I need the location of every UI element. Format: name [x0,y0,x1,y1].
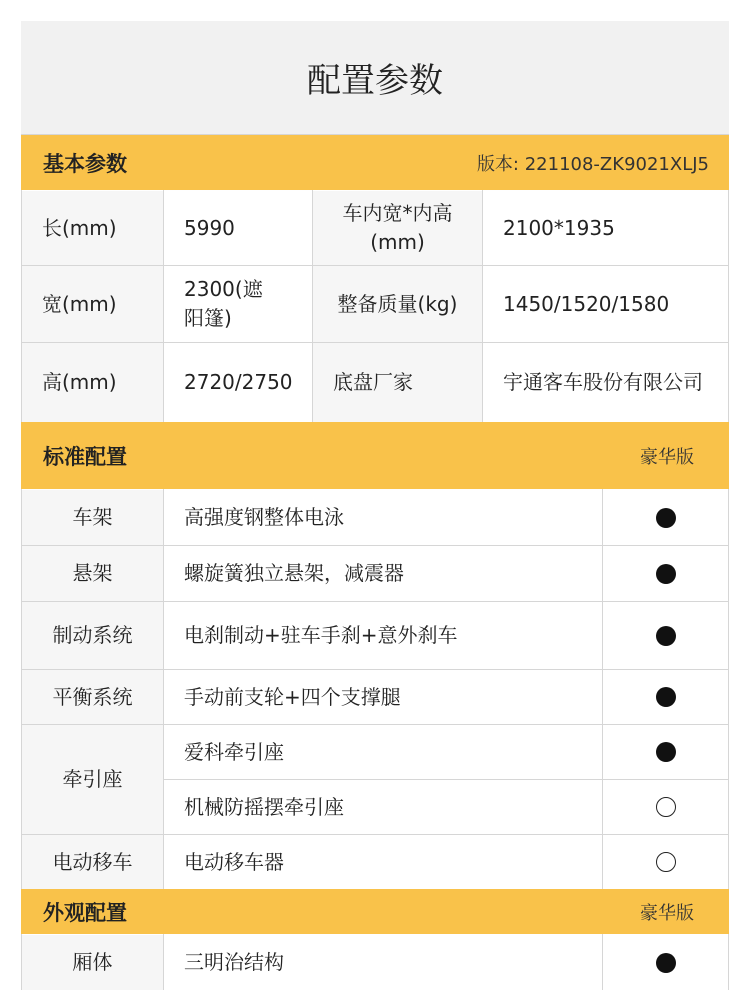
standard-item: 电动移车器 [184,849,284,874]
version-label: 版本: 221108-ZK9021XLJ5 [476,153,709,175]
section-label: 标准配置 [43,444,127,469]
standard-mark-icon [656,953,676,973]
availability-cell [603,490,728,545]
standard-mark-icon [656,508,676,528]
section-header-exterior [21,889,729,934]
basic-value-height: 2720/2750 [184,370,293,394]
divider [602,934,603,990]
basic-label-height: 高(mm) [22,343,163,422]
divider [312,190,313,422]
standard-item: 电刹制动+驻车手刹+意外刹车 [184,623,458,647]
standard-item: 高强度钢整体电泳 [184,505,344,529]
standard-mark-icon [656,564,676,584]
basic-value-interior: 2100*1935 [503,215,615,240]
divider [21,265,729,266]
availability-cell [603,602,728,669]
availability-cell [603,546,728,601]
basic-label-mass: 整备质量(kg) [313,266,482,342]
availability-cell [603,670,728,724]
divider [21,545,729,546]
standard-item: 爱科牵引座 [184,739,284,764]
standard-item: 手动前支轮+四个支撑腿 [184,684,401,709]
standard-category: 悬架 [22,546,163,601]
page-title: 配置参数 [21,21,729,135]
exterior-item: 三明治结构 [184,950,284,974]
standard-mark-icon [656,626,676,646]
divider [163,489,164,889]
section-header-standard [21,422,729,489]
divider [21,342,729,343]
basic-label-length: 长(mm) [22,191,163,265]
divider [21,601,729,602]
divider [21,834,729,835]
divider [163,779,729,780]
standard-category: 电动移车 [22,835,163,889]
basic-value-length: 5990 [184,215,235,240]
optional-mark-icon [656,852,676,872]
edition-label: 豪华版 [640,446,694,468]
exterior-category: 厢体 [22,935,163,990]
standard-category: 平衡系统 [22,670,163,724]
standard-item: 螺旋簧独立悬架，减震器 [184,561,404,585]
availability-cell [603,935,728,990]
basic-value-chassis: 宇通客车股份有限公司 [503,370,703,394]
divider [602,489,603,889]
basic-label-width: 宽(mm) [22,266,163,342]
standard-mark-icon [656,742,676,762]
standard-category: 牵引座 [22,725,163,834]
edition-label: 豪华版 [640,902,694,924]
section-label: 基本参数 [43,151,127,176]
availability-cell [603,835,728,889]
availability-cell [603,725,728,779]
optional-mark-icon [656,797,676,817]
availability-cell [603,780,728,834]
basic-value-width: 2300(遮阳篷) [184,277,263,330]
standard-category: 车架 [22,490,163,545]
divider [21,724,729,725]
standard-mark-icon [656,687,676,707]
section-header-basic [21,135,729,190]
divider [163,934,164,990]
divider [163,190,164,422]
basic-value-mass: 1450/1520/1580 [503,291,670,316]
basic-label-chassis: 底盘厂家 [313,343,482,422]
basic-label-interior: 车内宽*内高(mm) [313,191,482,265]
standard-item: 机械防摇摆牵引座 [184,794,344,819]
section-label: 外观配置 [43,900,127,925]
divider [21,669,729,670]
divider [482,190,483,422]
standard-category: 制动系统 [22,602,163,669]
